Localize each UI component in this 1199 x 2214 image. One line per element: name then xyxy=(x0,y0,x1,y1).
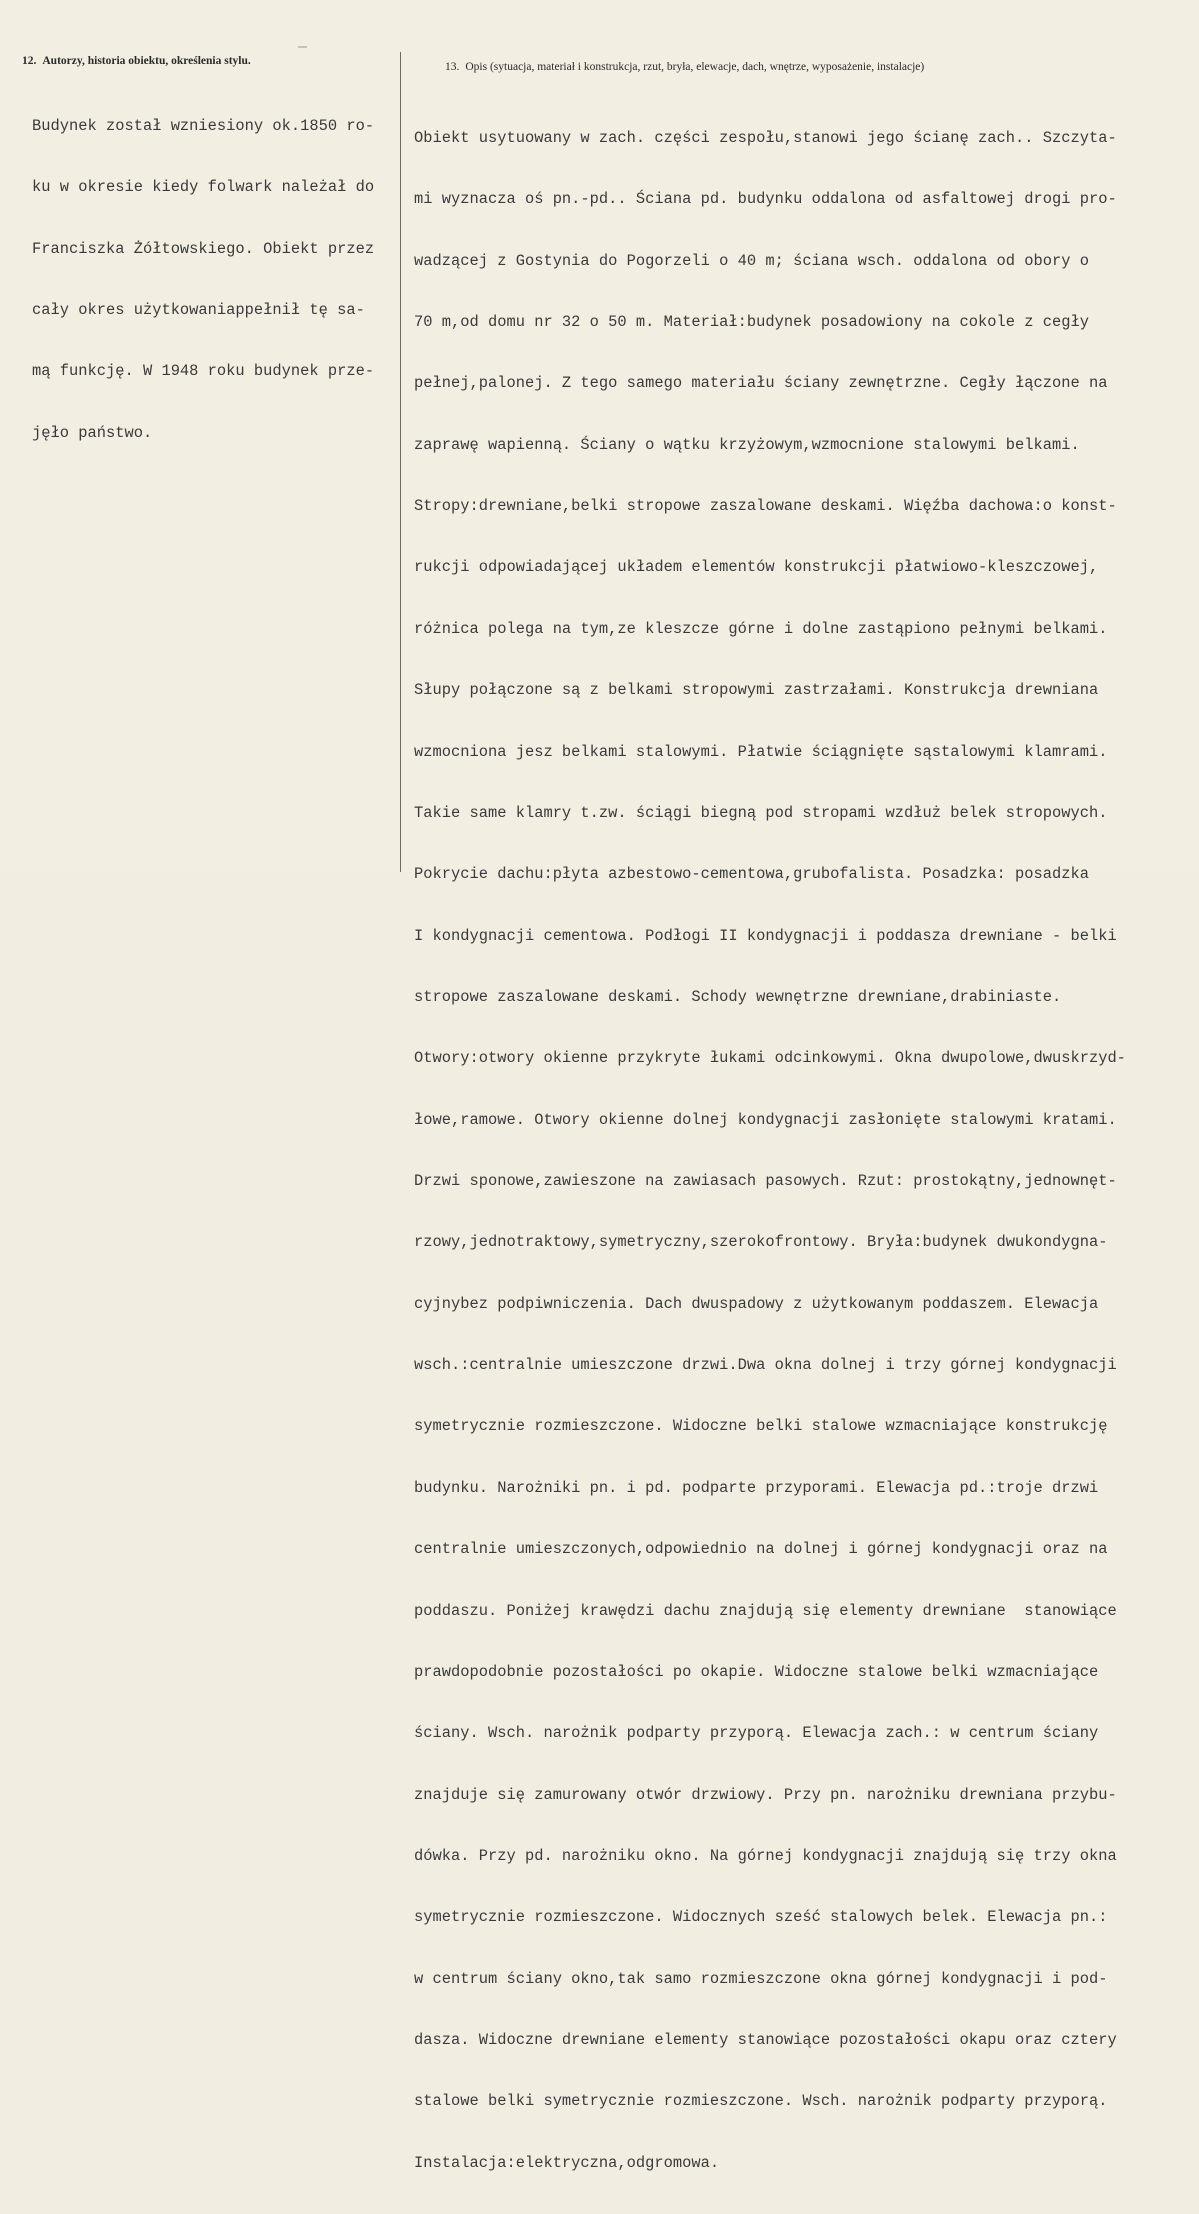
description-text-line: znajduje się zamurowany otwór drzwiowy. Przy pn. narożniku drewniana przybu- xyxy=(414,1785,1117,1804)
description-text-line: centralnie umieszczonych,odpowiednio na dolnej i górnej kondygnacji oraz na xyxy=(414,1540,1108,1559)
description-text-line: stalowe belki symetrycznie rozmieszczone. Wsch. narożnik podparty przyporą. xyxy=(414,2092,1108,2111)
history-text-line: Franciszka Żółtowskiego. Obiekt przez xyxy=(32,239,375,258)
description-text-line: wzmocniona jesz belkami stalowymi. Płatwie ściągnięte sąstalowymi klamrami. xyxy=(414,742,1108,761)
description-text-line: dasza. Widoczne drewniane elementy stanowiące pozostałości okapu oraz cztery xyxy=(414,2031,1117,2050)
description-text-block xyxy=(414,87,1126,2214)
description-text-line: Instalacja:elektryczna,odgromowa. xyxy=(414,2153,720,2172)
description-text-line: Takie same klamry t.zw. ściągi biegną pod stropami wzdłuż belek stropowych. xyxy=(414,803,1108,822)
history-text-line: mą funkcję. W 1948 roku budynek prze- xyxy=(32,362,375,381)
description-text-line: Słupy połączone są z belkami stropowymi zastrzałami. Konstrukcja drewniana xyxy=(414,681,1099,700)
section-12-title: Autorzy, historia obiektu, określenia stylu. xyxy=(42,55,251,67)
description-text-line: Stropy:drewniane,belki stropowe zaszalowane deskami. Więźba dachowa:o konst- xyxy=(414,497,1117,516)
description-text-line: pełnej,palonej. Z tego samego materiału ściany zewnętrzne. Cegły łączone na xyxy=(414,374,1108,393)
description-text-line: symetrycznie rozmieszczone. Widocznych sześć stalowych belek. Elewacja pn.: xyxy=(414,1908,1108,1927)
section-12-heading xyxy=(22,55,251,67)
description-text-line: poddaszu. Poniżej krawędzi dachu znajdują się elementy drewniane stanowiące xyxy=(414,1601,1117,1620)
history-text-line: Budynek został wzniesiony ok.1850 ro- xyxy=(32,116,375,135)
history-text-line: ku w okresie kiedy folwark należał do xyxy=(32,178,375,197)
section-13-title: Opis (sytuacja, materiał i konstrukcja, rzut, bryła, elewacje, dach, wnętrze, wyposażenie, instalacje) xyxy=(465,61,925,73)
description-text-line: 70 m,od domu nr 32 o 50 m. Materiał:budynek posadowiony na cokole z cegły xyxy=(414,312,1089,331)
description-text-line: zaprawę wapienną. Ściany o wątku krzyżowym,wzmocnione stalowymi belkami. xyxy=(414,435,1080,454)
description-text-line: Pokrycie dachu:płyta azbestowo-cementowa,grubofalista. Posadzka: posadzka xyxy=(414,865,1089,884)
description-text-line: dówka. Przy pd. narożniku okno. Na górnej kondygnacji znajdują się trzy okna xyxy=(414,1846,1117,1865)
description-text-line: symetrycznie rozmieszczone. Widoczne belki stalowe wzmacniające konstrukcję xyxy=(414,1417,1108,1436)
description-text-line: ściany. Wsch. narożnik podparty przyporą. Elewacja zach.: w centrum ściany xyxy=(414,1724,1099,1743)
description-text-line: prawdopodobnie pozostałości po okapie. Widoczne stalowe belki wzmacniające xyxy=(414,1662,1099,1681)
description-text-line: budynku. Narożniki pn. i pd. podparte przyporami. Elewacja pd.:troje drzwi xyxy=(414,1478,1099,1497)
description-text-line: I kondygnacji cementowa. Podłogi II kondygnacji i poddasza drewniane - belki xyxy=(414,926,1117,945)
description-text-line: różnica polega na tym,ze kleszcze górne i dolne zastąpiono pełnymi belkami. xyxy=(414,619,1108,638)
description-text-line: łowe,ramowe. Otwory okienne dolnej kondygnacji zasłonięte stalowymi kratami. xyxy=(414,1110,1117,1129)
paper-speck xyxy=(298,46,307,48)
description-text-line: Otwory:otwory okienne przykryte łukami odcinkowymi. Okna dwupolowe,dwuskrzyd- xyxy=(414,1049,1126,1068)
description-text-line: mi wyznacza oś pn.-pd.. Ściana pd. budynku oddalona od asfaltowej drogi pro- xyxy=(414,190,1117,209)
section-12-number: 12. xyxy=(22,55,37,67)
description-text-line: stropowe zaszalowane deskami. Schody wewnętrzne drewniane,drabiniaste. xyxy=(414,987,1062,1006)
description-text-line: rzowy,jednotraktowy,symetryczny,szerokofrontowy. Bryła:budynek dwukondygna- xyxy=(414,1233,1108,1252)
section-13-heading xyxy=(445,61,924,73)
description-text-line: Drzwi sponowe,zawieszone na zawiasach pasowych. Rzut: prostokątny,jednownęt- xyxy=(414,1172,1117,1191)
history-text-line: jęło państwo. xyxy=(32,423,153,442)
column-divider xyxy=(400,52,401,872)
history-text-block xyxy=(32,75,374,484)
description-text-line: wadzącej z Gostynia do Pogorzeli o 40 m; ściana wsch. oddalona od obory o xyxy=(414,251,1089,270)
description-text-line: cyjnybez podpiwniczenia. Dach dwuspadowy z użytkowanym poddaszem. Elewacja xyxy=(414,1294,1099,1313)
description-text-line: rukcji odpowiadającej układem elementów konstrukcji płatwiowo-kleszczowej, xyxy=(414,558,1099,577)
description-text-line: w centrum ściany okno,tak samo rozmieszczone okna górnej kondygnacji i pod- xyxy=(414,1969,1108,1988)
history-text-line: cały okres użytkowaniappełnił tę sa- xyxy=(32,300,365,319)
section-13-number: 13. xyxy=(445,61,460,73)
description-text-line: wsch.:centralnie umieszczone drzwi.Dwa okna dolnej i trzy górnej kondygnacji xyxy=(414,1356,1117,1375)
description-text-line: Obiekt usytuowany w zach. części zespołu,stanowi jego ścianę zach.. Szczyta- xyxy=(414,128,1117,147)
